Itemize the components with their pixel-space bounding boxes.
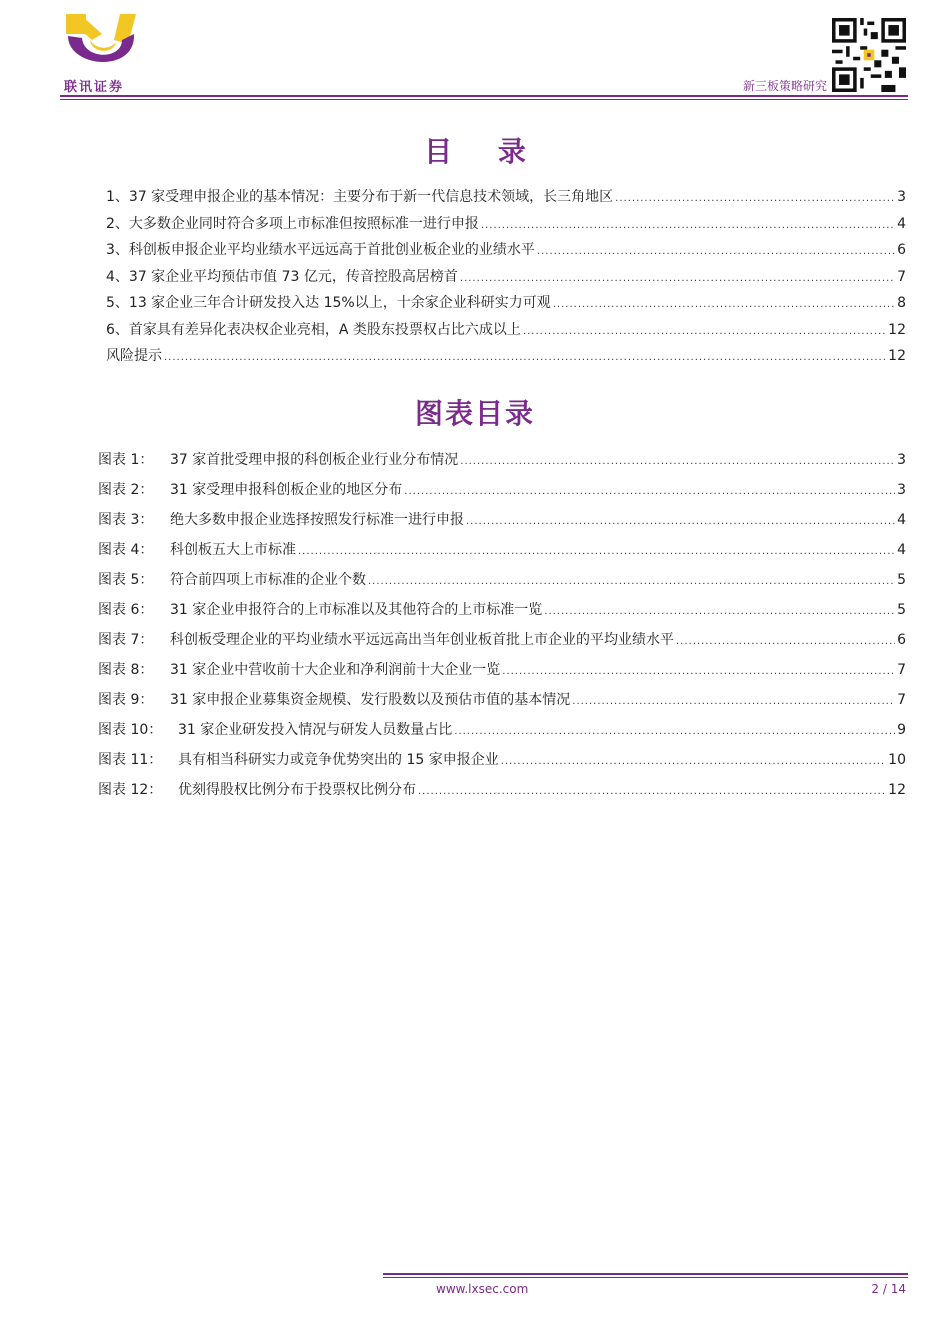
- toc-entry-page: 4: [897, 215, 906, 232]
- figure-entry-label: 绝大多数申报企业选择按照发行标准一进行申报: [170, 512, 464, 528]
- header-divider-thin: [60, 99, 908, 100]
- figure-leader-dots: [544, 606, 895, 617]
- figures-title: 图表目录: [414, 397, 535, 430]
- toc-entry-label: 4、37 家企业平均预估市值 73 亿元，传音控股高居榜首: [106, 268, 458, 285]
- figure-leader-dots: [676, 636, 895, 647]
- figure-leader-dots: [501, 756, 886, 767]
- figure-entry-number: 图表 11：: [98, 752, 163, 768]
- figure-entry-number: 图表 9：: [98, 692, 154, 708]
- toc-entry-page: 6: [897, 242, 906, 258]
- figure-entry-page: 7: [897, 662, 906, 678]
- figure-entry-label: 31 家企业申报符合的上市标准以及其他符合的上市标准一览: [170, 602, 543, 618]
- toc-leader-dots: [553, 299, 895, 310]
- toc-entry-page: 3: [897, 189, 906, 205]
- figure-entry-page: 5: [897, 572, 906, 588]
- figure-leader-dots: [502, 666, 895, 677]
- toc-title: 目 录: [424, 135, 544, 168]
- figure-leader-dots: [418, 786, 886, 797]
- figure-entry-number: 图表 5：: [98, 572, 154, 588]
- figure-entry-page: 6: [897, 632, 906, 648]
- figure-leader-dots: [572, 696, 895, 707]
- figure-entry[interactable]: [98, 719, 906, 749]
- toc-entry-label: 5、13 家企业三年合计研发投入达 15%以上，十余家企业科研实力可观: [106, 295, 551, 311]
- toc-entry-page: 12: [888, 348, 906, 364]
- figure-entry-label: 符合前四项上市标准的企业个数: [170, 572, 366, 588]
- toc-entry[interactable]: [106, 186, 906, 213]
- toc-leader-dots: [481, 220, 895, 231]
- toc-entry-page: 7: [897, 268, 906, 285]
- figure-entry-page: 5: [897, 602, 906, 618]
- figure-entry-label: 优刻得股权比例分布于投票权比例分布: [178, 782, 416, 798]
- figure-entry-number: 图表 7：: [98, 632, 154, 648]
- footer-divider-thin: [383, 1277, 908, 1278]
- figure-leader-dots: [404, 486, 895, 497]
- brand-name: 联讯证券: [64, 80, 125, 95]
- figure-entry[interactable]: [98, 629, 906, 659]
- figure-entry-label: 具有相当科研实力或竞争优势突出的 15 家申报企业: [178, 752, 499, 768]
- footer-divider: [383, 1273, 908, 1275]
- toc-entry[interactable]: [106, 239, 906, 266]
- figure-entry-page: 3: [897, 482, 906, 498]
- page-indicator: 2 / 14: [871, 1282, 906, 1296]
- figure-entry-label: 37 家首批受理申报的科创板企业行业分布情况: [170, 452, 459, 468]
- toc-leader-dots: [460, 273, 895, 284]
- toc-entry-label: 2、大多数企业同时符合多项上市标准但按照标准一进行申报: [106, 215, 479, 232]
- figure-entry-number: 图表 8：: [98, 662, 154, 678]
- figure-leader-dots: [466, 516, 895, 527]
- figure-entry-page: 10: [888, 752, 906, 768]
- toc-entry-label: 1、37 家受理申报企业的基本情况：主要分布于新一代信息技术领域，长三角地区: [106, 189, 614, 205]
- toc-entry[interactable]: [106, 266, 906, 293]
- toc-entry[interactable]: [106, 292, 906, 319]
- figure-entry-label: 31 家企业中营收前十大企业和净利润前十大企业一览: [170, 662, 501, 678]
- figure-entry-page: 4: [897, 542, 906, 558]
- footer-url[interactable]: www.lxsec.com: [436, 1282, 529, 1296]
- figure-entry-number: 图表 12：: [98, 782, 163, 798]
- figure-entry[interactable]: [98, 449, 906, 479]
- figure-entry[interactable]: [98, 749, 906, 779]
- figure-leader-dots: [368, 576, 895, 587]
- figure-entry-page: 12: [888, 782, 906, 798]
- figure-entry[interactable]: [98, 569, 906, 599]
- figure-entry-number: 图表 6：: [98, 602, 154, 618]
- figure-entry-number: 图表 10：: [98, 722, 163, 738]
- figure-entry[interactable]: [98, 509, 906, 539]
- figure-entry-page: 3: [897, 452, 906, 468]
- figure-entry[interactable]: [98, 599, 906, 629]
- figure-entry-page: 7: [897, 692, 906, 708]
- figure-entry[interactable]: [98, 659, 906, 689]
- figure-entry-page: 4: [897, 512, 906, 528]
- figure-entry[interactable]: [98, 539, 906, 569]
- toc-entry[interactable]: [106, 345, 906, 372]
- figure-entry-label: 科创板五大上市标准: [170, 542, 296, 558]
- figure-entry-number: 图表 4：: [98, 542, 154, 558]
- toc-entry-page: 8: [897, 295, 906, 311]
- figure-entry-label: 科创板受理企业的平均业绩水平远远高出当年创业板首批上市企业的平均业绩水平: [170, 632, 674, 648]
- figure-leader-dots: [298, 546, 895, 557]
- figure-entry-label: 31 家企业研发投入情况与研发人员数量占比: [178, 722, 453, 738]
- figure-entry[interactable]: [98, 479, 906, 509]
- toc-leader-dots: [537, 246, 895, 257]
- toc-entry-label: 6、首家具有差异化表决权企业亮相，A 类股东投票权占比六成以上: [106, 321, 521, 338]
- toc-leader-dots: [523, 326, 886, 337]
- figure-leader-dots: [454, 726, 895, 737]
- figure-entry-number: 图表 2：: [98, 482, 154, 498]
- figure-entry-label: 31 家申报企业募集资金规模、发行股数以及预估市值的基本情况: [170, 692, 571, 708]
- toc-entry[interactable]: [106, 213, 906, 240]
- toc-entry-label: 风险提示: [106, 348, 162, 364]
- toc-entry[interactable]: [106, 319, 906, 346]
- report-type: 新三板策略研究: [742, 79, 827, 93]
- figure-entry-number: 图表 1：: [98, 452, 154, 468]
- figure-entry[interactable]: [98, 779, 906, 809]
- toc-list: [106, 186, 906, 372]
- qr-code: [832, 18, 906, 92]
- toc-leader-dots: [615, 193, 895, 204]
- figure-leader-dots: [460, 456, 895, 467]
- figures-list: [98, 449, 906, 809]
- figure-entry-label: 31 家受理申报科创板企业的地区分布: [170, 482, 403, 498]
- toc-entry-label: 3、科创板申报企业平均业绩水平远远高于首批创业板企业的业绩水平: [106, 242, 535, 258]
- toc-leader-dots: [164, 352, 886, 363]
- toc-entry-page: 12: [888, 321, 906, 338]
- figure-entry-number: 图表 3：: [98, 512, 154, 528]
- header-divider: [60, 95, 908, 97]
- figure-entry[interactable]: [98, 689, 906, 719]
- figure-entry-page: 9: [897, 722, 906, 738]
